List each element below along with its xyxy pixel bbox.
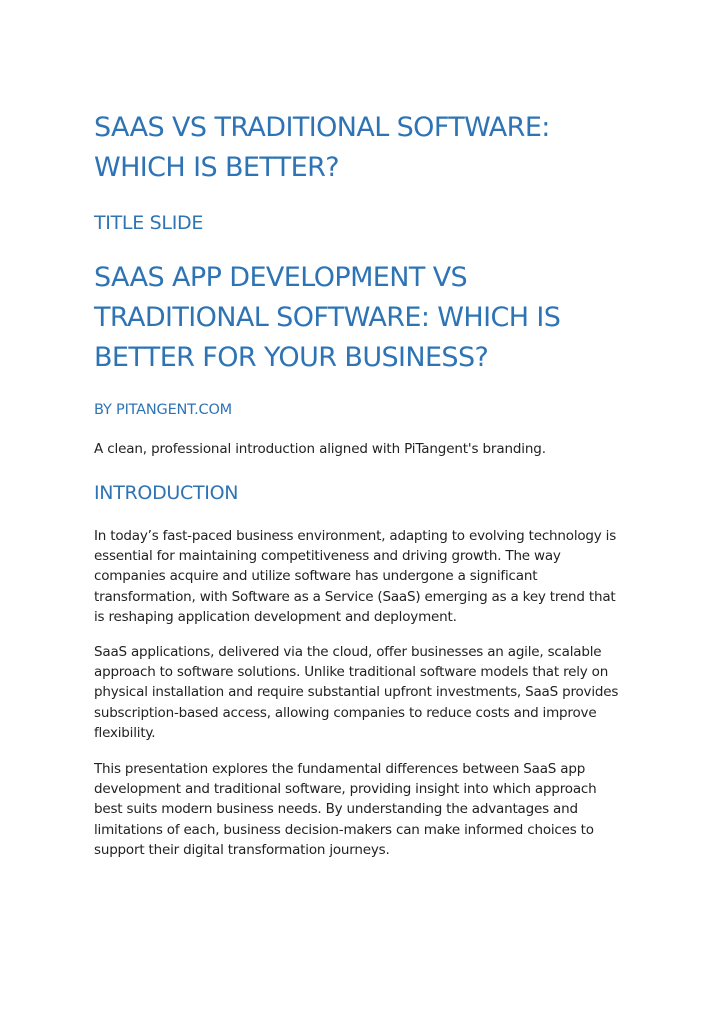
main-heading: SAAS APP DEVELOPMENT VS TRADITIONAL SOFTWARE: WHICH IS BETTER FOR YOUR BUSINESS? [94, 262, 561, 373]
saas-term: Software as a Service (SaaS) [231, 588, 421, 605]
document-title: SAAS VS TRADITIONAL SOFTWARE: WHICH IS BETTER? [94, 112, 550, 183]
section-heading-introduction: INTRODUCTION [94, 482, 239, 504]
intro-paragraph-2: SaaS applications, delivered via the cloud, offer businesses an agile, scalable approach to software solutions. Unlike traditional software models that rely on physical installation and require substantial upfront investments, SaaS provides subscription-based access, allowing companies to reduce costs and improve flexibility. [94, 644, 619, 741]
para1-text-end: emerging as a key trend that is reshaping application development and deployment. [94, 588, 616, 625]
intro-paragraph-1 [94, 526, 626, 627]
intro-paragraph-3: This presentation explores the fundamental differences between SaaS app development and traditional software, providing insight into which approach best suits modern business needs. By understanding the advantages and limitations of each, business decision-makers can make informed choices to support their digital transformation journeys. [94, 761, 597, 858]
slide-label: TITLE SLIDE [94, 212, 204, 234]
intro-note: A clean, professional introduction aligned with PiTangent's branding. [94, 441, 546, 457]
para1-text-start: In today’s fast-paced business environment, adapting to evolving technology is essential for maintaining competitiveness and driving growth. The way companies acquire and utilize software has undergone a significant transformation, with [94, 528, 617, 605]
byline: BY PITANGENT.COM [94, 402, 232, 418]
